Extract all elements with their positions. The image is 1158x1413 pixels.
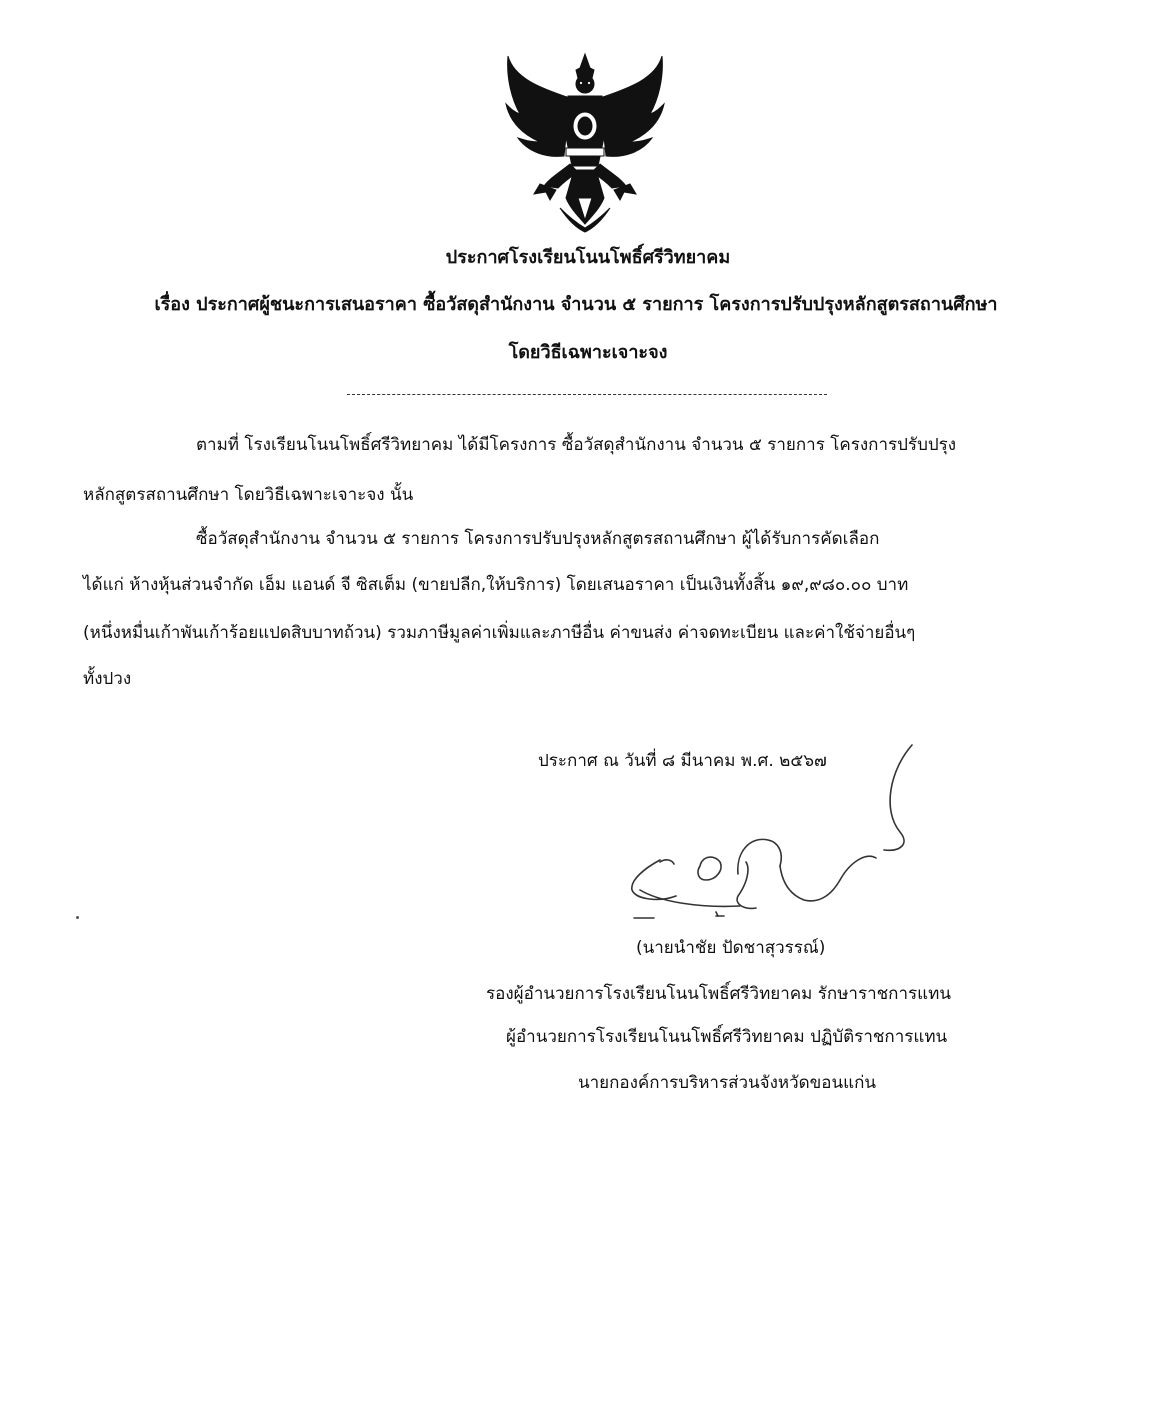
signer-name: (นายนำชัย ปัดชาสุวรรณ์) xyxy=(636,938,826,958)
signer-position-3: นายกองค์การบริหารส่วนจังหวัดขอนแก่น xyxy=(578,1073,876,1093)
title-divider xyxy=(347,394,827,395)
paragraph2-line2: ได้แก่ ห้างหุ้นส่วนจำกัด เอ็ม แอนด์ จี ซิสเต็ม (ขายปลีก,ให้บริการ) โดยเสนอราคา เป็นเงินทั้งสิ้น ๑๙,๙๘๐.๐๐ บาท xyxy=(83,575,909,595)
signer-position-2: ผู้อำนวยการโรงเรียนโนนโพธิ์ศรีวิทยาคม ปฏิบัติราชการแทน xyxy=(506,1027,948,1047)
signer-position-1: รองผู้อำนวยการโรงเรียนโนนโพธิ์ศรีวิทยาคม รักษาราชการแทน xyxy=(486,984,951,1004)
announcement-title: ประกาศโรงเรียนโนนโพธิ์ศรีวิทยาคม xyxy=(445,247,731,268)
handwritten-signature-icon xyxy=(620,740,930,930)
announcement-subject: เรื่อง ประกาศผู้ชนะการเสนอราคา ซื้อวัสดุสำนักงาน จำนวน ๕ รายการ โครงการปรับปรุงหลักสูตรสถานศึกษา xyxy=(154,294,998,315)
announcement-date: ประกาศ ณ วันที่ ๘ มีนาคม พ.ศ. ๒๕๖๗ xyxy=(538,751,827,771)
paragraph1-line1: ตามที่ โรงเรียนโนนโพธิ์ศรีวิทยาคม ได้มีโครงการ ซื้อวัสดุสำนักงาน จำนวน ๕ รายการ โครงการปรับปรุง xyxy=(196,435,957,455)
paragraph2-line1: ซื้อวัสดุสำนักงาน จำนวน ๕ รายการ โครงการปรับปรุงหลักสูตรสถานศึกษา ผู้ได้รับการคัดเลือก xyxy=(196,529,880,549)
paragraph2-line4: ทั้งปวง xyxy=(83,669,132,689)
paragraph1-line2: หลักสูตรสถานศึกษา โดยวิธีเฉพาะเจาะจง นั้น xyxy=(83,485,414,505)
scan-speck xyxy=(76,916,79,919)
paragraph2-line3: (หนึ่งหมื่นเก้าพันเก้าร้อยแปดสิบบาทถ้วน) รวมภาษีมูลค่าเพิ่มและภาษีอื่น ค่าขนส่ง ค่าจดทะเบียน และค่าใช้จ่ายอื่นๆ xyxy=(83,623,916,643)
garuda-emblem-icon xyxy=(500,48,670,233)
announcement-method: โดยวิธีเฉพาะเจาะจง xyxy=(508,342,668,363)
